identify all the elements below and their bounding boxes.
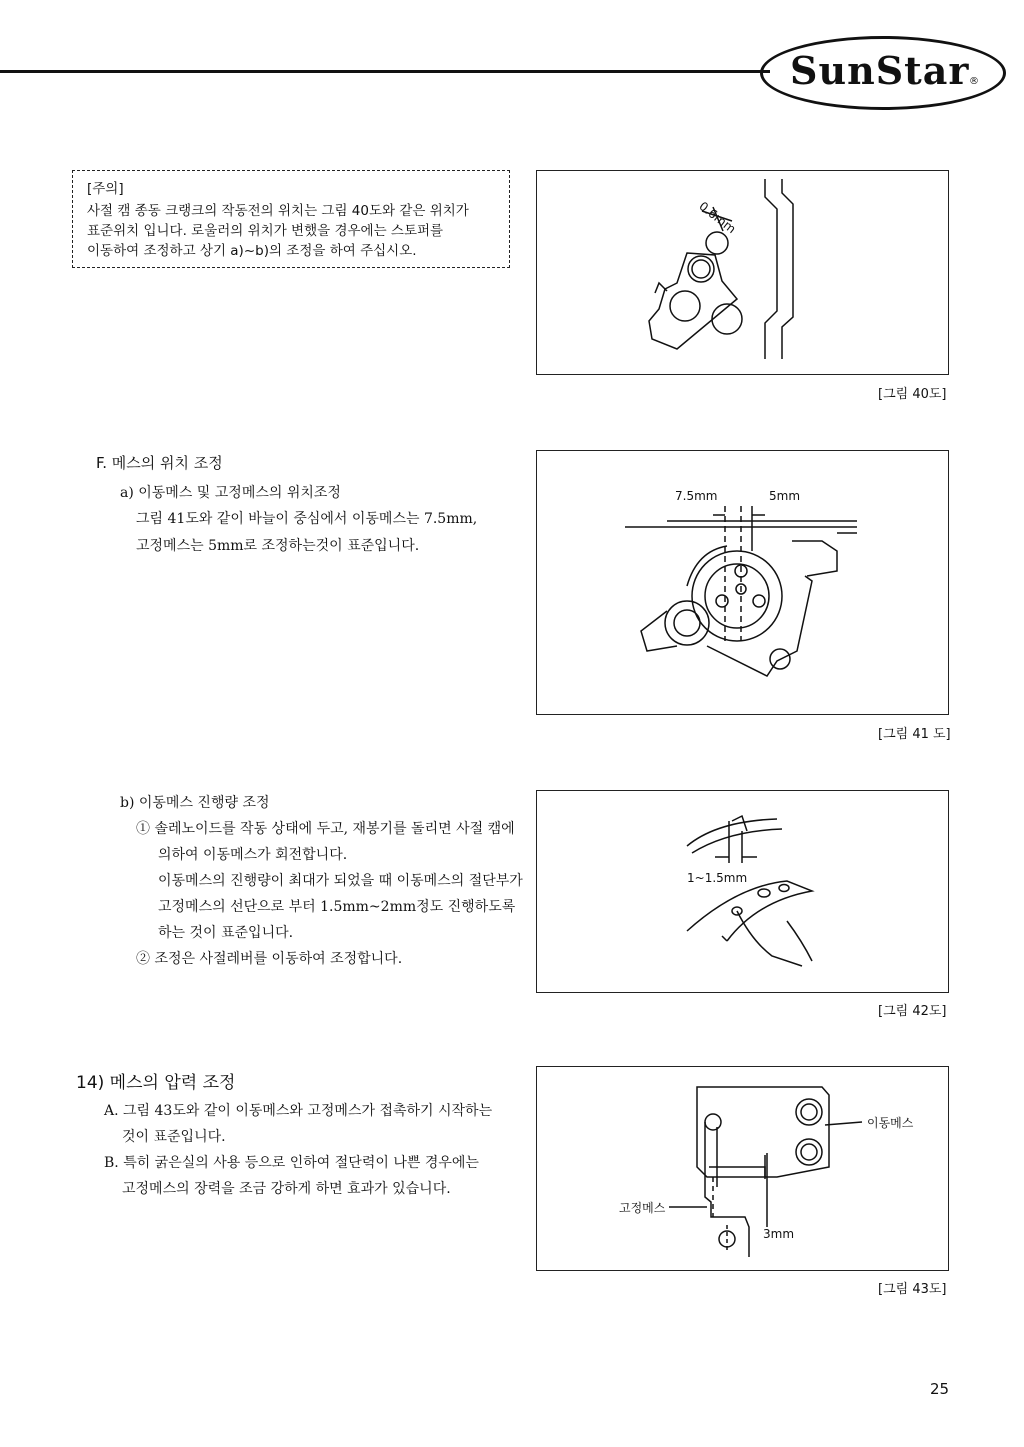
registered-mark: ® [969, 76, 979, 87]
figure-43-label-3mm: 3mm [763, 1227, 795, 1241]
figure-42 [536, 790, 949, 993]
section-b-line: 의하여 이동메스가 회전합니다. [158, 847, 348, 863]
section-b-line: 이동메스의 진행량이 최대가 되었을 때 이동메스의 절단부가 [158, 873, 523, 889]
section-b-line: ② 조정은 사절레버를 이동하여 조정합니다. [136, 951, 403, 967]
section-14-line: 고정메스의 장력을 조금 강하게 하면 효과가 있습니다. [122, 1181, 451, 1197]
figure-40-caption: [그림 40도] [878, 387, 947, 402]
figure-41-label-5mm: 5mm [769, 489, 801, 503]
caution-note [72, 170, 510, 268]
figure-41 [536, 450, 949, 715]
section-14-line: A. 그림 43도와 같이 이동메스와 고정메스가 접촉하기 시작하는 [104, 1103, 493, 1119]
figure-43-label-fixed-knife: 고정메스 [619, 1201, 666, 1215]
section-14-title: 14) 메스의 압력 조정 [76, 1073, 236, 1093]
caution-body [87, 201, 495, 261]
figure-42-label: 1~1.5mm [687, 871, 748, 885]
figure-41-caption: [그림 41 도] [878, 727, 951, 742]
caution-line: 사절 캠 종동 크랭크의 작동전의 위치는 그림 40도와 같은 위치가 [87, 203, 469, 219]
section-b-line: 하는 것이 표준입니다. [158, 925, 294, 941]
header-rule [0, 70, 770, 73]
section-b-line: ① 솔레노이드를 작동 상태에 두고, 재봉기를 돌리면 사절 캠에 [136, 821, 515, 837]
caution-title: [주의] [87, 181, 124, 197]
section-b-title: b) 이동메스 진행량 조정 [120, 795, 270, 811]
figure-42-caption: [그림 42도] [878, 1004, 947, 1019]
caution-line: 표준위치 입니다. 로울러의 위치가 변했을 경우에는 스토퍼를 [87, 223, 444, 239]
figure-40 [536, 170, 949, 375]
brand-logo: SunStar [790, 48, 970, 93]
caution-line: 이동하여 조정하고 상기 a)~b)의 조정을 하여 주십시오. [87, 243, 417, 259]
figure-41-label-7-5mm: 7.5mm [675, 489, 718, 503]
figure-43-drawing [537, 1067, 950, 1272]
figure-43-label-moving-knife: 이동메스 [867, 1116, 914, 1130]
section-f-a-title: a) 이동메스 및 고정메스의 위치조정 [120, 485, 341, 501]
figure-43 [536, 1066, 949, 1271]
section-f-a-line: 그림 41도와 같이 바늘이 중심에서 이동메스는 7.5mm, [136, 511, 478, 527]
section-f-a-line: 고정메스는 5mm로 조정하는것이 표준입니다. [136, 538, 420, 554]
section-b-line: 고정메스의 선단으로 부터 1.5mm~2mm정도 진행하도록 [158, 899, 516, 915]
section-f-title: F. 메스의 위치 조정 [96, 454, 223, 472]
figure-41-drawing [537, 451, 950, 716]
section-14-line: B. 특히 굵은실의 사용 등으로 인하여 절단력이 나쁜 경우에는 [104, 1155, 479, 1171]
figure-43-caption: [그림 43도] [878, 1282, 947, 1297]
section-14-line: 것이 표준입니다. [122, 1129, 226, 1145]
figure-40-drawing [537, 171, 950, 376]
page-number: 25 [930, 1380, 950, 1398]
figure-42-drawing [537, 791, 950, 994]
figure-40-label: 0.6mm [696, 199, 739, 237]
